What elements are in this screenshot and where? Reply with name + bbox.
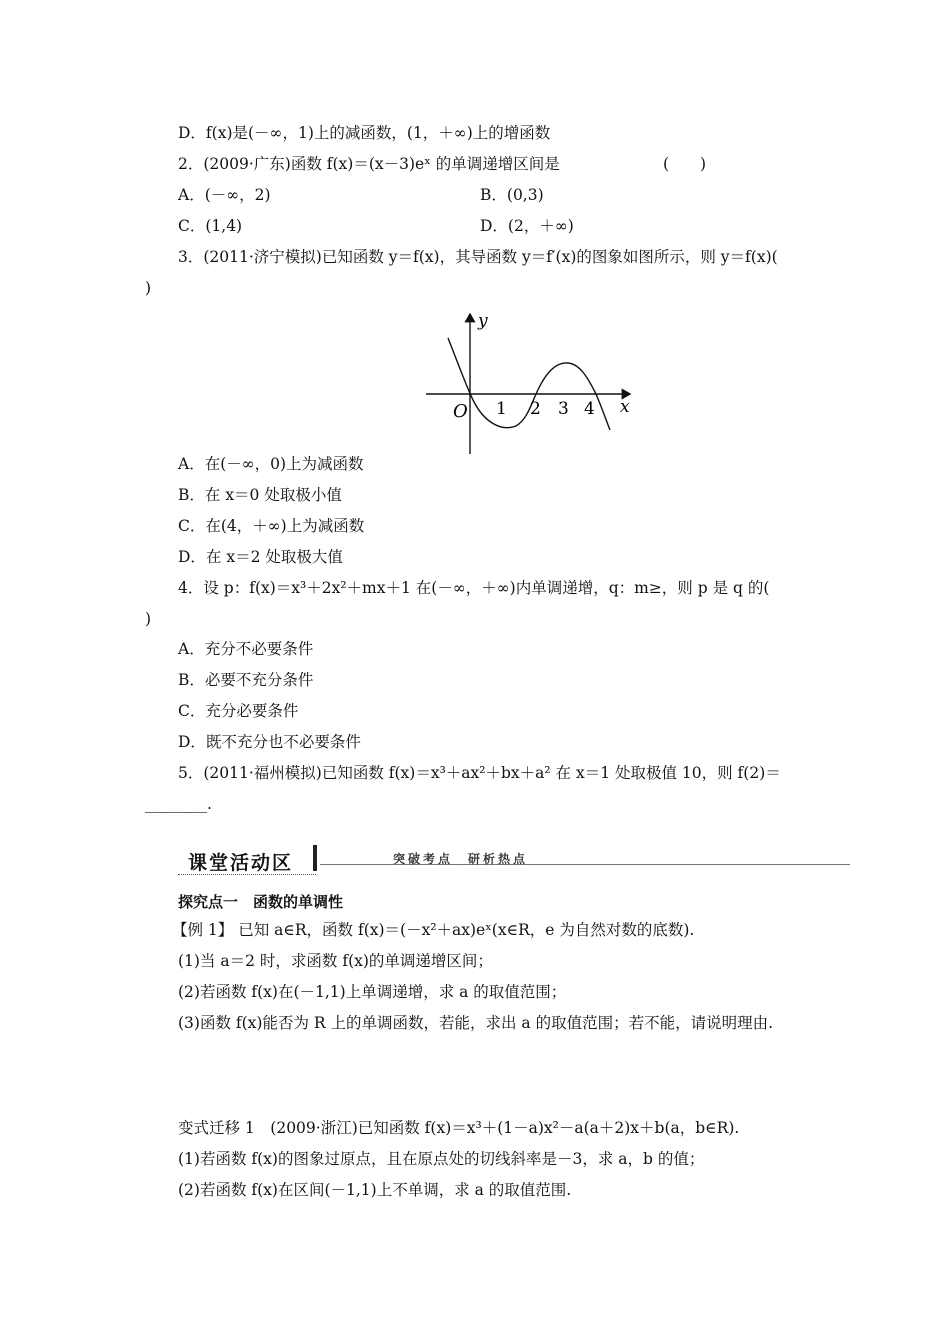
answer-blank: ________. — [145, 795, 212, 813]
question-4-close: ) — [145, 610, 152, 628]
question-4: 4．设 p：f(x)＝x³＋2x²＋mx＋1 在(－∞，＋∞)内单调递增，q：m≥，则 p 是 q 的( — [178, 579, 770, 597]
option-3b: B．在 x＝0 处取极小值 — [178, 486, 342, 504]
option-2b: B．(0,3) — [480, 186, 544, 204]
tick-1: 1 — [496, 399, 507, 419]
banner-title: 课堂活动区 — [188, 852, 294, 874]
x-axis-label: x — [620, 397, 630, 417]
variant-1-part-2: (2)若函数 f(x)在区间(－1,1)上不单调，求 a 的取值范围. — [178, 1181, 572, 1199]
answer-paren: ( ) — [663, 155, 707, 173]
option-4c: C．充分必要条件 — [178, 702, 299, 720]
option-4b: B．必要不充分条件 — [178, 671, 314, 689]
y-axis-label: y — [478, 311, 488, 331]
variant-1: 变式迁移 1 (2009·浙江)已知函数 f(x)＝x³＋(1－a)x²－a(a＋2)x＋b(a，b∈R). — [178, 1119, 740, 1137]
option-3d: D．在 x＝2 处取极大值 — [178, 548, 343, 566]
variant-1-part-1: (1)若函数 f(x)的图象过原点，且在原点处的切线斜率是－3，求 a，b 的值； — [178, 1150, 705, 1168]
question-2: 2．(2009·广东)函数 f(x)＝(x－3)eˣ 的单调递增区间是 — [178, 155, 560, 173]
question-3: 3．(2011·济宁模拟)已知函数 y＝f(x)，其导函数 y＝f′(x)的图象如图所示，则 y＝f(x)( — [178, 248, 778, 266]
option-2a: A．(－∞，2) — [178, 186, 271, 204]
example-1-part-3: (3)函数 f(x)能否为 R 上的单调函数，若能，求出 a 的取值范围；若不能，请说明理由. — [178, 1014, 774, 1032]
example-1-part-2: (2)若函数 f(x)在(－1,1)上单调递增，求 a 的取值范围； — [178, 983, 567, 1001]
tick-4: 4 — [584, 399, 595, 419]
example-1-part-1: (1)当 a＝2 时，求函数 f(x)的单调递增区间； — [178, 952, 493, 970]
option-3c: C．在(4，＋∞)上为减函数 — [178, 517, 365, 535]
option-3a: A．在(－∞，0)上为减函数 — [178, 455, 364, 473]
question-5: 5．(2011·福州模拟)已知函数 f(x)＝x³＋ax²＋bx＋a² 在 x＝1 处取极值 10，则 f(2)＝ — [178, 764, 781, 782]
option-2c: C．(1,4) — [178, 217, 243, 235]
question-3-close: ) — [145, 279, 152, 297]
option-1d: D．f(x)是(－∞，1)上的减函数，(1，＋∞)上的增函数 — [178, 124, 551, 142]
example-1: 【例 1】 已知 a∈R，函数 f(x)＝(－x²＋ax)eˣ(x∈R，e 为自然对数的底数). — [172, 921, 695, 939]
option-4a: A．充分不必要条件 — [178, 640, 314, 658]
option-2d: D．(2，＋∞) — [480, 217, 574, 235]
derivative-graph — [418, 308, 638, 458]
section-banner — [178, 842, 850, 882]
section-heading: 探究点一 函数的单调性 — [178, 893, 344, 911]
banner-divider — [313, 845, 317, 871]
tick-2: 2 — [530, 399, 541, 419]
banner-subtitle: 突破考点 研析热点 — [393, 852, 529, 866]
origin-label: O — [453, 401, 468, 422]
tick-3: 3 — [558, 399, 569, 419]
option-4d: D．既不充分也不必要条件 — [178, 733, 361, 751]
banner-dotted-rule — [178, 874, 316, 875]
